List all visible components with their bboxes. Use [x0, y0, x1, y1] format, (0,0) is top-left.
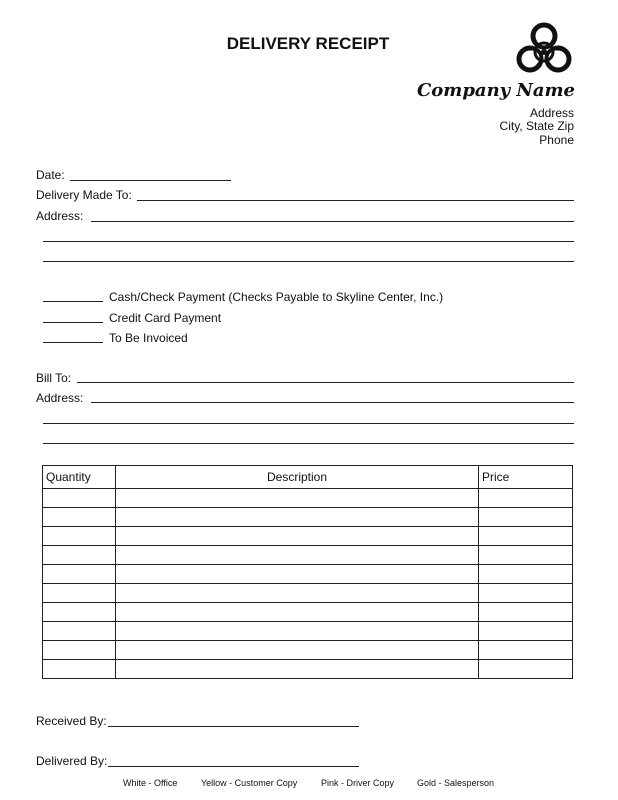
- bill-address-field-line-1[interactable]: [91, 402, 574, 403]
- price-cell[interactable]: [479, 489, 573, 508]
- quantity-cell[interactable]: [43, 508, 116, 527]
- bill-address-field-line-3[interactable]: [43, 443, 574, 444]
- quantity-cell[interactable]: [43, 660, 116, 679]
- company-phone: Phone: [539, 133, 574, 147]
- payment-option-credit-label: Credit Card Payment: [109, 311, 222, 325]
- description-cell[interactable]: [116, 641, 479, 660]
- price-cell[interactable]: [479, 565, 573, 584]
- company-city-state-zip: City, State Zip: [499, 119, 574, 133]
- quantity-cell[interactable]: [43, 565, 116, 584]
- bill-to-field[interactable]: [77, 382, 574, 383]
- payment-option-cash-checkbox[interactable]: [43, 301, 103, 302]
- copy-yellow: Yellow - Customer Copy: [201, 778, 298, 788]
- table-header-row: [43, 466, 573, 489]
- address-field-line-3[interactable]: [43, 261, 574, 262]
- price-cell[interactable]: [479, 546, 573, 565]
- description-cell[interactable]: [116, 565, 479, 584]
- price-cell[interactable]: [479, 622, 573, 641]
- copy-pink: Pink - Driver Copy: [321, 778, 395, 788]
- payment-option-credit-checkbox[interactable]: [43, 322, 103, 323]
- description-cell[interactable]: [116, 508, 479, 527]
- table-row: [43, 660, 573, 679]
- bill-to-label: Bill To:: [36, 371, 72, 385]
- table-row: [43, 508, 573, 527]
- table-row: [43, 584, 573, 603]
- quantity-cell[interactable]: [43, 584, 116, 603]
- quantity-cell[interactable]: [43, 603, 116, 622]
- page-title: DELIVERY RECEIPT: [226, 34, 390, 53]
- company-address: Address: [529, 106, 574, 120]
- quantity-header: Quantity: [43, 466, 116, 489]
- delivered-by-label: Delivered By:: [36, 754, 108, 768]
- table-row: [43, 641, 573, 660]
- description-header: Description: [116, 466, 479, 489]
- description-cell[interactable]: [116, 527, 479, 546]
- payment-option-cash-label: Cash/Check Payment (Checks Payable to Skyline Center, Inc.): [109, 290, 444, 304]
- copy-gold: Gold - Salesperson: [417, 778, 495, 788]
- bill-address-label: Address:: [36, 391, 84, 405]
- payment-option-invoice-checkbox[interactable]: [43, 342, 103, 343]
- payment-option-invoice-label: To Be Invoiced: [109, 331, 188, 345]
- received-by-field[interactable]: [108, 726, 359, 727]
- quantity-cell[interactable]: [43, 527, 116, 546]
- address-field-line-2[interactable]: [43, 241, 574, 242]
- delivery-made-to-field[interactable]: [137, 200, 574, 201]
- date-label: Date:: [36, 168, 65, 182]
- delivery-made-to-label: Delivery Made To:: [36, 188, 132, 202]
- address-field-line-1[interactable]: [91, 221, 574, 222]
- price-cell[interactable]: [479, 603, 573, 622]
- description-cell[interactable]: [116, 584, 479, 603]
- date-field[interactable]: [70, 180, 231, 181]
- items-table: [42, 465, 573, 679]
- quantity-cell[interactable]: [43, 489, 116, 508]
- received-by-label: Received By:: [36, 714, 107, 728]
- table-row: [43, 527, 573, 546]
- description-cell[interactable]: [116, 622, 479, 641]
- biohazard-icon: [512, 20, 576, 80]
- price-cell[interactable]: [479, 527, 573, 546]
- table-row: [43, 546, 573, 565]
- quantity-cell[interactable]: [43, 641, 116, 660]
- price-cell[interactable]: [479, 584, 573, 603]
- price-header: Price: [479, 466, 573, 489]
- table-row: [43, 489, 573, 508]
- company-name: Company Name: [416, 80, 575, 101]
- quantity-cell[interactable]: [43, 546, 116, 565]
- table-row: [43, 603, 573, 622]
- description-cell[interactable]: [116, 660, 479, 679]
- price-cell[interactable]: [479, 508, 573, 527]
- description-cell[interactable]: [116, 546, 479, 565]
- copy-white: White - Office: [123, 778, 178, 788]
- delivered-by-field[interactable]: [108, 766, 359, 767]
- table-row: [43, 622, 573, 641]
- description-cell[interactable]: [116, 603, 479, 622]
- price-cell[interactable]: [479, 660, 573, 679]
- table-row: [43, 565, 573, 584]
- description-cell[interactable]: [116, 489, 479, 508]
- bill-address-field-line-2[interactable]: [43, 423, 574, 424]
- address-label: Address:: [36, 209, 84, 223]
- quantity-cell[interactable]: [43, 622, 116, 641]
- price-cell[interactable]: [479, 641, 573, 660]
